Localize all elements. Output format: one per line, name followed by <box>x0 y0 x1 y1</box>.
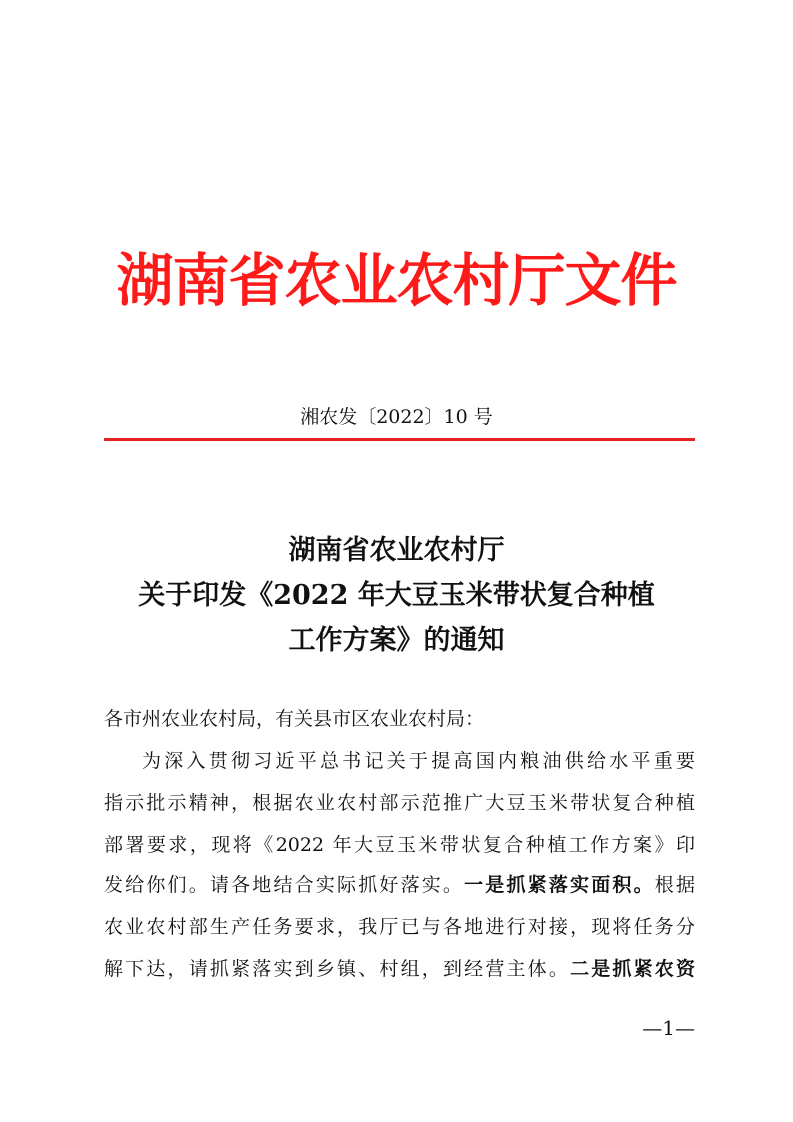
body-line-3: 部署要求，现将《2022 年大豆玉米带状复合种植工作方案》印 <box>104 834 695 856</box>
body-line-2: 指示批示精神，根据农业农村部示范推广大豆玉米带状复合种植 <box>104 792 695 814</box>
page-number: —1— <box>642 1016 695 1040</box>
body-line-4-text-c: 根据 <box>654 874 695 896</box>
body-line-5: 农业农村部生产任务要求，我厅已与各地进行对接，现将任务分 <box>104 916 695 938</box>
red-divider-rule <box>104 438 695 441</box>
document-header-title: 湖南省农业农村厅文件 <box>116 247 677 314</box>
body-line-1: 为深入贯彻习近平总书记关于提高国内粮油供给水平重要 <box>142 750 695 772</box>
document-number: 湘农发〔2022〕10 号 <box>300 406 493 428</box>
body-line-4 <box>104 870 695 900</box>
body-line-6-emphasis: 二是抓紧农资 <box>570 958 695 980</box>
body-line-4-text-a: 发给你们。请各地结合实际抓好落实。 <box>104 874 465 896</box>
notice-title-line-2: 关于印发《2022 年大豆玉米带状复合种植 <box>138 580 655 611</box>
notice-title-line-3: 工作方案》的通知 <box>288 625 505 656</box>
body-line-6 <box>104 954 695 984</box>
body-line-4-emphasis: 一是抓紧落实面积。 <box>464 874 655 896</box>
notice-title-line-1: 湖南省农业农村厅 <box>288 535 505 566</box>
notice-title <box>0 528 793 663</box>
body-line-6-text-a: 解下达，请抓紧落实到乡镇、村组，到经营主体。 <box>104 958 571 980</box>
salutation: 各市州农业农村局，有关县市区农业农村局： <box>104 708 485 730</box>
